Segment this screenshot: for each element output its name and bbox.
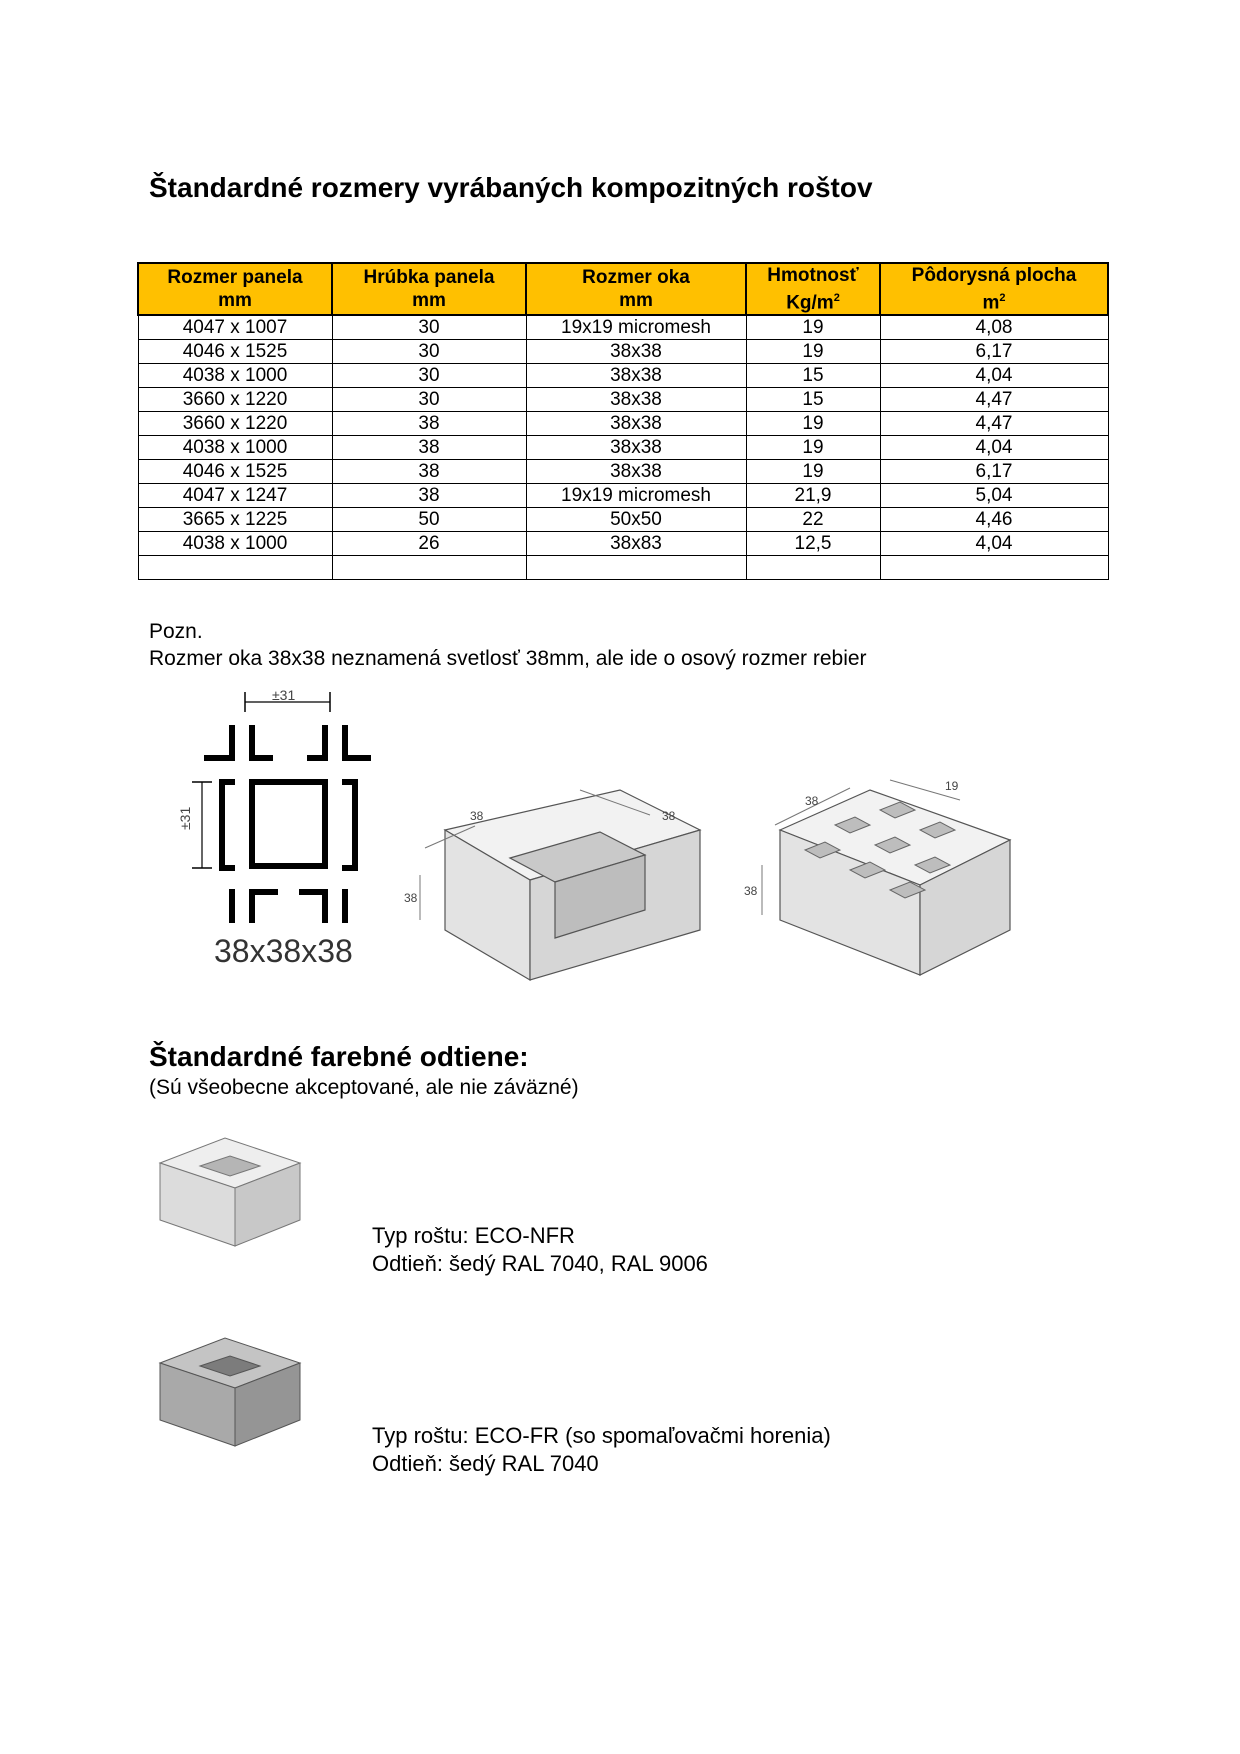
grating-type-eco-nfr: Typ roštu: ECO-NFR: [372, 1223, 575, 1248]
dimensions-table: [137, 262, 1109, 580]
header-mesh-size: Rozmer oka mm: [526, 263, 746, 315]
table-header-row: [138, 263, 1108, 315]
iso2-dim-b: 19: [945, 779, 959, 793]
header-panel-thickness: Hrúbka panela mm: [332, 263, 526, 315]
note-label: Pozn.: [149, 620, 203, 643]
table-row-empty: [138, 556, 1108, 580]
dimension-label-side: ±31: [177, 806, 193, 830]
table-row: 3660 x 1220 30 38x38 15 4,47: [138, 388, 1108, 412]
table-row: 4046 x 1525 30 38x38 19 6,17: [138, 340, 1108, 364]
grating-shade-eco-nfr: Odtieň: šedý RAL 7040, RAL 9006: [372, 1251, 708, 1276]
iso1-dim-h: 38: [404, 891, 418, 905]
grating-plan-diagram: [150, 680, 390, 980]
page-title: Štandardné rozmery vyrábaných kompozitných roštov: [149, 172, 873, 203]
iso2-dim-h: 38: [744, 884, 758, 898]
grating-isometric-38-diagram: [400, 770, 720, 990]
iso1-dim-b: 38: [662, 809, 676, 823]
table-row: 4038 x 1000 38 38x38 19 4,04: [138, 436, 1108, 460]
grating-shade-eco-fr: Odtieň: šedý RAL 7040: [372, 1451, 599, 1476]
grating-sample-eco-nfr-image: [150, 1128, 310, 1250]
iso1-dim-a: 38: [470, 809, 484, 823]
dimension-label-top: ±31: [272, 687, 296, 703]
colors-subtitle: (Sú všeobecne akceptované, ale nie záväzné): [149, 1076, 579, 1099]
table-row: 4038 x 1000 26 38x83 12,5 4,04: [138, 532, 1108, 556]
table-row: 4038 x 1000 30 38x38 15 4,04: [138, 364, 1108, 388]
header-panel-size: Rozmer panela mm: [138, 263, 332, 315]
header-area: Pôdorysná plocha $m^2$: [880, 263, 1108, 315]
table-row: 4047 x 1247 38 19x19 micromesh 21,9 5,04: [138, 484, 1108, 508]
table-row: 3660 x 1220 38 38x38 19 4,47: [138, 412, 1108, 436]
table-row: 4047 x 1007 30 19x19 micromesh 19 4,08: [138, 315, 1108, 340]
iso2-dim-a: 38: [805, 794, 819, 808]
header-weight: Hmotnosť $Kg/m^2$: [746, 263, 880, 315]
plan-caption: 38x38x38: [214, 933, 353, 969]
grating-isometric-micromesh-diagram: [740, 770, 1040, 990]
table-row: 4046 x 1525 38 38x38 19 6,17: [138, 460, 1108, 484]
table-row: 3665 x 1225 50 50x50 22 4,46: [138, 508, 1108, 532]
grating-type-eco-fr: Typ roštu: ECO-FR (so spomaľovačmi horenia): [372, 1423, 831, 1448]
colors-heading: Štandardné farebné odtiene:: [149, 1041, 529, 1072]
note-text: Rozmer oka 38x38 neznamená svetlosť 38mm, ale ide o osový rozmer rebier: [149, 647, 867, 670]
grating-sample-eco-fr-image: [150, 1328, 310, 1450]
